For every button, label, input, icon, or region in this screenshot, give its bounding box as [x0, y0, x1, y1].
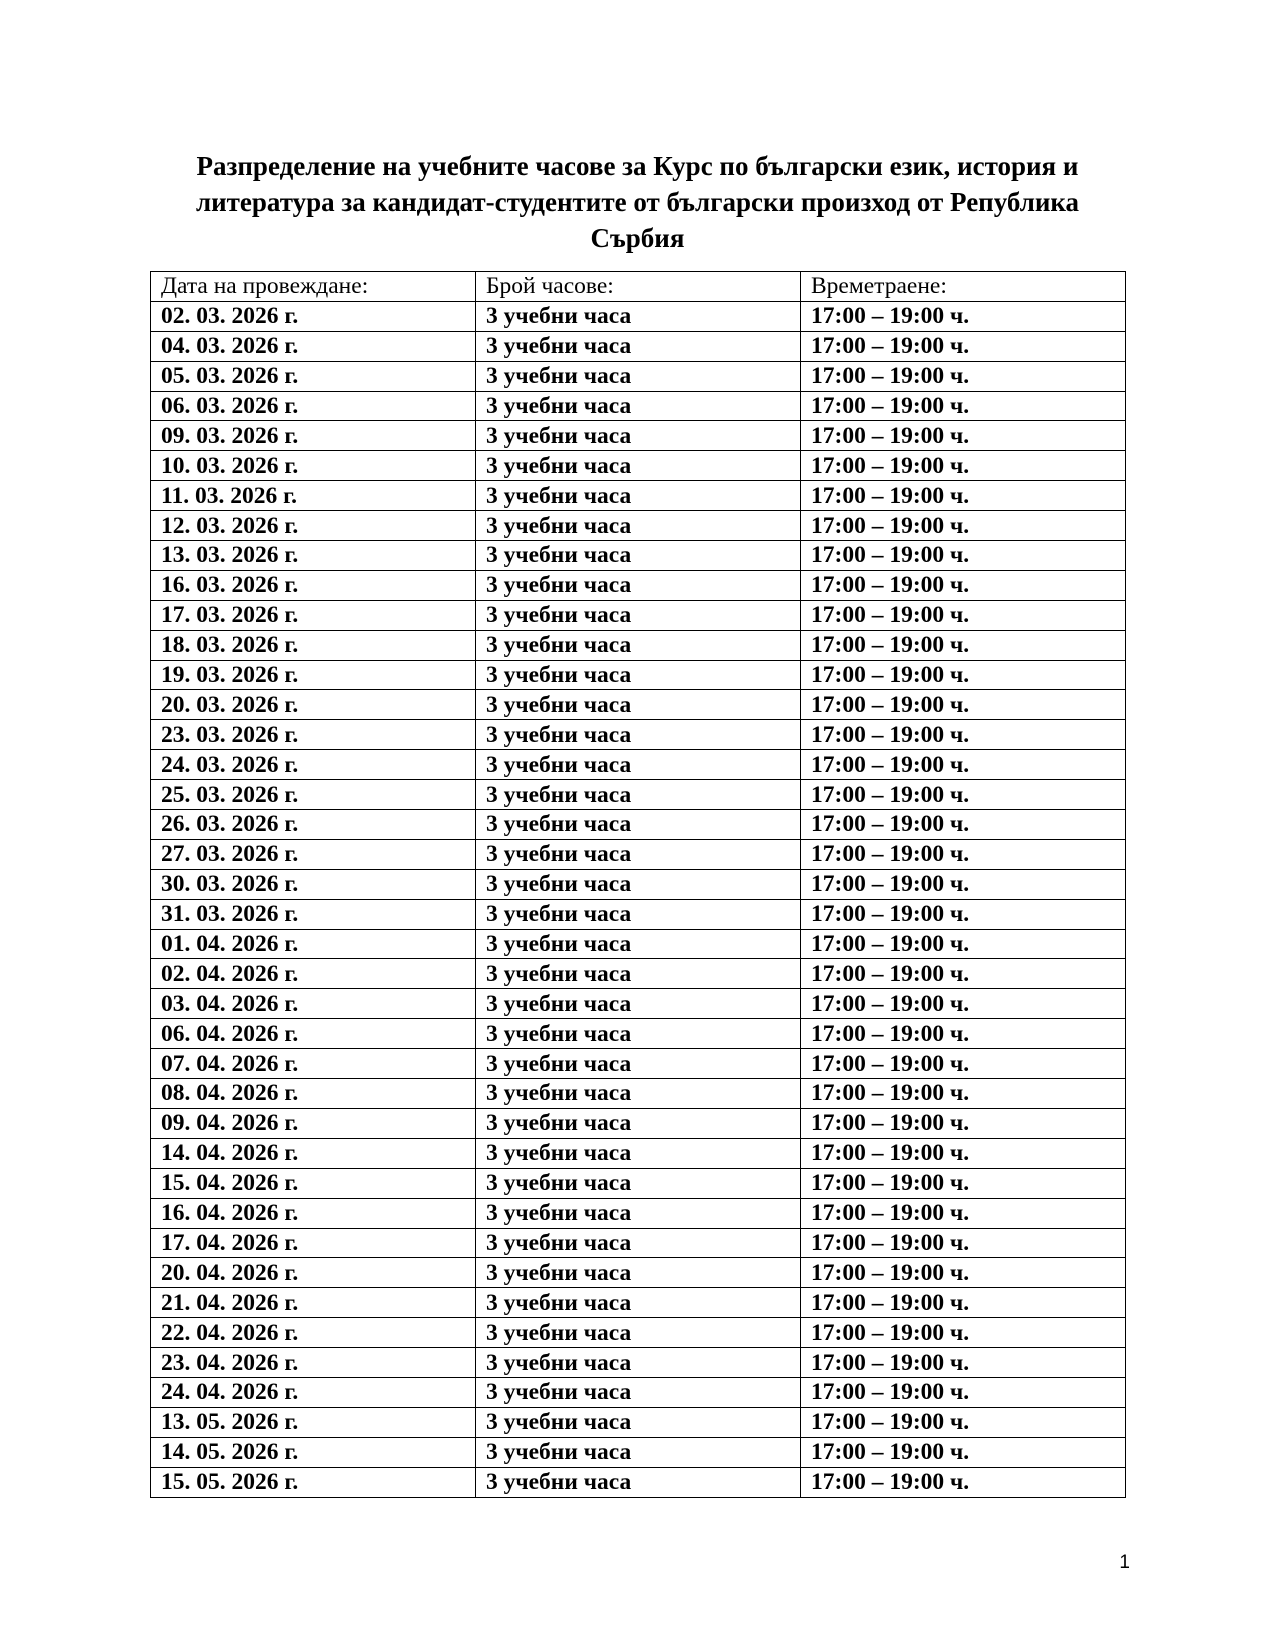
cell-duration: 17:00 – 19:00 ч.	[801, 690, 1126, 720]
table-row	[151, 361, 1126, 391]
cell-hours: 3 учебни часа	[476, 1108, 801, 1138]
schedule-table	[150, 271, 1126, 1498]
cell-hours: 3 учебни часа	[476, 1407, 801, 1437]
cell-hours: 3 учебни часа	[476, 1377, 801, 1407]
cell-hours: 3 учебни часа	[476, 1288, 801, 1318]
table-row	[151, 989, 1126, 1019]
table-row	[151, 750, 1126, 780]
cell-duration: 17:00 – 19:00 ч.	[801, 750, 1126, 780]
table-row	[151, 451, 1126, 481]
cell-duration: 17:00 – 19:00 ч.	[801, 720, 1126, 750]
cell-duration: 17:00 – 19:00 ч.	[801, 570, 1126, 600]
cell-date: 14. 04. 2026 г.	[151, 1138, 476, 1168]
table-row	[151, 660, 1126, 690]
cell-date: 03. 04. 2026 г.	[151, 989, 476, 1019]
cell-hours: 3 учебни часа	[476, 959, 801, 989]
cell-date: 20. 04. 2026 г.	[151, 1258, 476, 1288]
cell-duration: 17:00 – 19:00 ч.	[801, 1079, 1126, 1109]
cell-duration: 17:00 – 19:00 ч.	[801, 1019, 1126, 1049]
cell-date: 22. 04. 2026 г.	[151, 1318, 476, 1348]
table-row	[151, 1467, 1126, 1497]
cell-hours: 3 учебни часа	[476, 660, 801, 690]
cell-duration: 17:00 – 19:00 ч.	[801, 780, 1126, 810]
cell-duration: 17:00 – 19:00 ч.	[801, 1138, 1126, 1168]
cell-duration: 17:00 – 19:00 ч.	[801, 959, 1126, 989]
cell-hours: 3 учебни часа	[476, 750, 801, 780]
cell-duration: 17:00 – 19:00 ч.	[801, 1407, 1126, 1437]
cell-hours: 3 учебни часа	[476, 391, 801, 421]
cell-date: 09. 03. 2026 г.	[151, 421, 476, 451]
cell-duration: 17:00 – 19:00 ч.	[801, 391, 1126, 421]
cell-hours: 3 учебни часа	[476, 899, 801, 929]
cell-hours: 3 учебни часа	[476, 1228, 801, 1258]
cell-date: 27. 03. 2026 г.	[151, 839, 476, 869]
cell-duration: 17:00 – 19:00 ч.	[801, 839, 1126, 869]
table-row	[151, 899, 1126, 929]
table-row	[151, 541, 1126, 571]
table-row	[151, 780, 1126, 810]
table-row	[151, 959, 1126, 989]
table-row	[151, 391, 1126, 421]
page-number: 1	[1119, 1552, 1130, 1573]
cell-duration: 17:00 – 19:00 ч.	[801, 1168, 1126, 1198]
cell-date: 30. 03. 2026 г.	[151, 869, 476, 899]
cell-duration: 17:00 – 19:00 ч.	[801, 1288, 1126, 1318]
table-row	[151, 331, 1126, 361]
cell-hours: 3 учебни часа	[476, 1348, 801, 1378]
cell-hours: 3 учебни часа	[476, 1168, 801, 1198]
cell-duration: 17:00 – 19:00 ч.	[801, 869, 1126, 899]
table-row	[151, 630, 1126, 660]
cell-date: 14. 05. 2026 г.	[151, 1437, 476, 1467]
cell-hours: 3 учебни часа	[476, 1198, 801, 1228]
cell-duration: 17:00 – 19:00 ч.	[801, 541, 1126, 571]
cell-date: 09. 04. 2026 г.	[151, 1108, 476, 1138]
cell-date: 21. 04. 2026 г.	[151, 1288, 476, 1318]
cell-duration: 17:00 – 19:00 ч.	[801, 361, 1126, 391]
cell-date: 15. 04. 2026 г.	[151, 1168, 476, 1198]
cell-duration: 17:00 – 19:00 ч.	[801, 600, 1126, 630]
cell-date: 04. 03. 2026 г.	[151, 331, 476, 361]
cell-duration: 17:00 – 19:00 ч.	[801, 1467, 1126, 1497]
cell-date: 13. 05. 2026 г.	[151, 1407, 476, 1437]
cell-date: 01. 04. 2026 г.	[151, 929, 476, 959]
cell-date: 10. 03. 2026 г.	[151, 451, 476, 481]
cell-date: 17. 03. 2026 г.	[151, 600, 476, 630]
cell-date: 11. 03. 2026 г.	[151, 481, 476, 511]
cell-hours: 3 учебни часа	[476, 839, 801, 869]
cell-duration: 17:00 – 19:00 ч.	[801, 929, 1126, 959]
table-row	[151, 511, 1126, 541]
table-row	[151, 869, 1126, 899]
cell-date: 02. 03. 2026 г.	[151, 301, 476, 331]
cell-duration: 17:00 – 19:00 ч.	[801, 899, 1126, 929]
cell-hours: 3 учебни часа	[476, 600, 801, 630]
cell-hours: 3 учебни часа	[476, 630, 801, 660]
cell-date: 06. 03. 2026 г.	[151, 391, 476, 421]
table-header-row	[151, 272, 1126, 302]
table-row	[151, 1228, 1126, 1258]
cell-duration: 17:00 – 19:00 ч.	[801, 1318, 1126, 1348]
cell-hours: 3 учебни часа	[476, 1138, 801, 1168]
cell-duration: 17:00 – 19:00 ч.	[801, 989, 1126, 1019]
cell-duration: 17:00 – 19:00 ч.	[801, 451, 1126, 481]
table-row	[151, 1079, 1126, 1109]
table-row	[151, 421, 1126, 451]
table-row	[151, 1198, 1126, 1228]
cell-date: 02. 04. 2026 г.	[151, 959, 476, 989]
header-date: Дата на провеждане:	[151, 272, 476, 302]
table-row	[151, 929, 1126, 959]
cell-date: 06. 04. 2026 г.	[151, 1019, 476, 1049]
table-row	[151, 1138, 1126, 1168]
table-row	[151, 810, 1126, 840]
cell-duration: 17:00 – 19:00 ч.	[801, 1228, 1126, 1258]
table-row	[151, 1348, 1126, 1378]
cell-hours: 3 учебни часа	[476, 1049, 801, 1079]
cell-hours: 3 учебни часа	[476, 421, 801, 451]
cell-duration: 17:00 – 19:00 ч.	[801, 1198, 1126, 1228]
cell-hours: 3 учебни часа	[476, 989, 801, 1019]
cell-hours: 3 учебни часа	[476, 1318, 801, 1348]
document-title: Разпределение на учебните часове за Курс по български език, история и литература за кандидат-студентите от български произход от Република Сърбия	[195, 151, 1080, 253]
cell-duration: 17:00 – 19:00 ч.	[801, 1049, 1126, 1079]
cell-duration: 17:00 – 19:00 ч.	[801, 660, 1126, 690]
cell-hours: 3 учебни часа	[476, 690, 801, 720]
cell-duration: 17:00 – 19:00 ч.	[801, 1258, 1126, 1288]
cell-hours: 3 учебни часа	[476, 929, 801, 959]
cell-date: 15. 05. 2026 г.	[151, 1467, 476, 1497]
cell-duration: 17:00 – 19:00 ч.	[801, 1377, 1126, 1407]
cell-hours: 3 учебни часа	[476, 481, 801, 511]
table-row	[151, 1318, 1126, 1348]
cell-hours: 3 учебни часа	[476, 869, 801, 899]
cell-duration: 17:00 – 19:00 ч.	[801, 1348, 1126, 1378]
table-row	[151, 1108, 1126, 1138]
cell-hours: 3 учебни часа	[476, 1437, 801, 1467]
cell-hours: 3 учебни часа	[476, 451, 801, 481]
cell-date: 24. 03. 2026 г.	[151, 750, 476, 780]
header-hours: Брой часове:	[476, 272, 801, 302]
cell-hours: 3 учебни часа	[476, 810, 801, 840]
table-row	[151, 1288, 1126, 1318]
table-row	[151, 301, 1126, 331]
cell-date: 19. 03. 2026 г.	[151, 660, 476, 690]
cell-date: 31. 03. 2026 г.	[151, 899, 476, 929]
cell-date: 23. 04. 2026 г.	[151, 1348, 476, 1378]
cell-date: 17. 04. 2026 г.	[151, 1228, 476, 1258]
cell-duration: 17:00 – 19:00 ч.	[801, 1437, 1126, 1467]
cell-duration: 17:00 – 19:00 ч.	[801, 481, 1126, 511]
cell-hours: 3 учебни часа	[476, 511, 801, 541]
cell-date: 24. 04. 2026 г.	[151, 1377, 476, 1407]
cell-duration: 17:00 – 19:00 ч.	[801, 331, 1126, 361]
cell-date: 05. 03. 2026 г.	[151, 361, 476, 391]
cell-duration: 17:00 – 19:00 ч.	[801, 511, 1126, 541]
cell-hours: 3 учебни часа	[476, 1467, 801, 1497]
cell-date: 07. 04. 2026 г.	[151, 1049, 476, 1079]
table-row	[151, 839, 1126, 869]
cell-duration: 17:00 – 19:00 ч.	[801, 421, 1126, 451]
cell-hours: 3 учебни часа	[476, 361, 801, 391]
cell-date: 25. 03. 2026 г.	[151, 780, 476, 810]
cell-hours: 3 учебни часа	[476, 1258, 801, 1288]
cell-date: 12. 03. 2026 г.	[151, 511, 476, 541]
table-row	[151, 1049, 1126, 1079]
cell-hours: 3 учебни часа	[476, 331, 801, 361]
cell-duration: 17:00 – 19:00 ч.	[801, 1108, 1126, 1138]
cell-hours: 3 учебни часа	[476, 1079, 801, 1109]
cell-hours: 3 учебни часа	[476, 570, 801, 600]
table-row	[151, 720, 1126, 750]
cell-hours: 3 учебни часа	[476, 720, 801, 750]
cell-date: 16. 04. 2026 г.	[151, 1198, 476, 1228]
cell-duration: 17:00 – 19:00 ч.	[801, 810, 1126, 840]
table-row	[151, 1407, 1126, 1437]
cell-date: 20. 03. 2026 г.	[151, 690, 476, 720]
cell-hours: 3 учебни часа	[476, 1019, 801, 1049]
cell-hours: 3 учебни часа	[476, 301, 801, 331]
cell-hours: 3 учебни часа	[476, 541, 801, 571]
cell-date: 18. 03. 2026 г.	[151, 630, 476, 660]
table-row	[151, 1168, 1126, 1198]
cell-date: 13. 03. 2026 г.	[151, 541, 476, 571]
cell-duration: 17:00 – 19:00 ч.	[801, 630, 1126, 660]
cell-date: 16. 03. 2026 г.	[151, 570, 476, 600]
cell-date: 26. 03. 2026 г.	[151, 810, 476, 840]
cell-date: 23. 03. 2026 г.	[151, 720, 476, 750]
table-row	[151, 690, 1126, 720]
table-row	[151, 570, 1126, 600]
cell-duration: 17:00 – 19:00 ч.	[801, 301, 1126, 331]
table-row	[151, 600, 1126, 630]
cell-hours: 3 учебни часа	[476, 780, 801, 810]
table-row	[151, 1437, 1126, 1467]
header-duration: Времетраене:	[801, 272, 1126, 302]
table-row	[151, 1258, 1126, 1288]
schedule-table-body	[151, 272, 1126, 1498]
table-row	[151, 1377, 1126, 1407]
table-row	[151, 1019, 1126, 1049]
cell-date: 08. 04. 2026 г.	[151, 1079, 476, 1109]
table-row	[151, 481, 1126, 511]
